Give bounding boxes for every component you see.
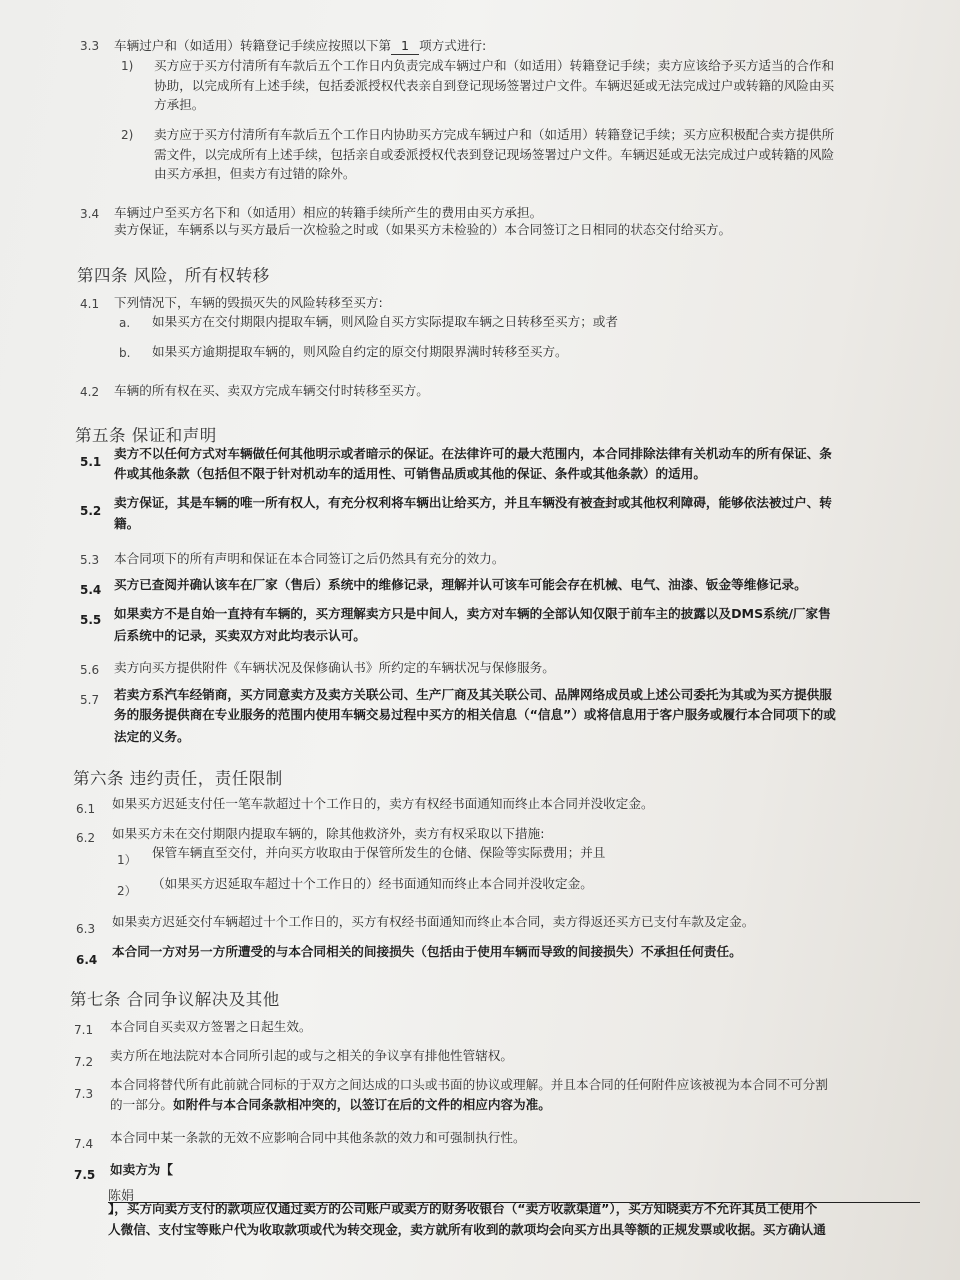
clause-number: 3.3 [80,39,100,53]
item-number: b. [119,346,131,360]
clause-number: 5.2 [80,504,102,518]
clause-text: 卖方所在地法院对本合同所引起的或与之相关的争议享有排他性管辖权。 [110,1048,513,1063]
clause-number: 4.2 [80,385,100,399]
article-6-title: 第六条 违约责任，责任限制 [73,769,283,788]
clause-text: 法定的义务。 [114,729,190,744]
clause-text: 本合同一方对另一方所遭受的与本合同相关的间接损失（包括由于使用车辆而导致的间接损失）不承担任何责任。 [112,944,742,959]
clause-text: 需文件，以完成所有上述手续，包括亲自或委派授权代表到登记现场签署过户文件。车辆迟延或无法完成过户或转籍的风险 [154,147,835,162]
clause-text: 本合同将替代所有此前就合同标的于双方之间达成的口头或书面的协议或理解。并且本合同的任何附件应该被视为本合同不可分割 [110,1077,828,1092]
clause-text: 车辆的所有权在买、卖双方完成车辆交付时转移至买方。 [114,383,429,398]
clause-text: 卖方保证，车辆系以与买方最后一次检验之时或（如果买方未检验的）本合同签订之日相同的状态交付给买方。 [114,222,732,237]
clause-text: 卖方向买方提供附件《车辆状况及保修确认书》所约定的车辆状况与保修服务。 [114,660,555,675]
clause-text: 件或其他条款（包括但不限于针对机动车的适用性、可销售品质或其他的保证、条件或其他条款）的适用。 [114,466,706,481]
clause-text: 方承担。 [154,97,205,112]
clause-text: 后系统中的记录，买卖双方对此均表示认可。 [114,628,366,643]
clause-text: 如果买方逾期提取车辆的，则风险自约定的原交付期限界满时转移至买方。 [152,344,568,359]
article-5-title: 第五条 保证和声明 [75,426,217,445]
clause-number: 5.1 [80,455,102,469]
clause-text: 下列情况下，车辆的毁损灭失的风险转移至买方: [114,295,383,310]
clause-number: 7.5 [74,1168,96,1182]
clause-text: 如果买方迟延支付任一笔车款超过十个工作日的，卖方有权经书面通知而终止本合同并没收定金。 [112,796,654,811]
clause-text: 本合同自买卖双方签署之日起生效。 [110,1019,312,1034]
clause-text: 】，买方向卖方支付的款项应仅通过卖方的公司账户或卖方的财务收银台（“卖方收款渠道”），买方知晓卖方不允许其员工使用个 [108,1201,818,1216]
clause-number: 3.4 [80,207,100,221]
item-number: 2) [121,128,134,142]
clause-text: （如果买方迟延取车超过十个工作日的）经书面通知而终止本合同并没收定金。 [152,876,593,891]
item-number: 1) [121,59,134,73]
clause-text: 卖方不以任何方式对车辆做任何其他明示或者暗示的保证。在法律许可的最大范围内，本合同排除法律有关机动车的所有保证、条 [114,446,832,461]
clause-text: 若卖方系汽车经销商，买方同意卖方及卖方关联公司、生产厂商及其关联公司、品牌网络成员或上述公司委托为其或为买方提供服 [114,687,832,702]
clause-number: 7.2 [74,1055,94,1069]
method-blank: 1 [391,38,419,55]
clause-number: 6.4 [76,953,98,967]
clause-number: 7.1 [74,1023,94,1037]
clause-text: 买方已查阅并确认该车在厂家（售后）系统中的维修记录，理解并认可该车可能会存在机械、电气、油漆、钣金等维修记录。 [114,577,807,592]
clause-number: 6.2 [76,831,96,845]
clause-text: 车辆过户至买方名下和（如适用）相应的转籍手续所产生的费用由买方承担。 [114,205,543,220]
item-number: a. [119,316,131,330]
item-number: 2） [117,884,137,898]
item-number: 1） [117,853,137,867]
clause-text: 本合同中某一条款的无效不应影响合同中其他条款的效力和可强制执行性。 [110,1130,526,1145]
clause-number: 7.3 [74,1087,94,1101]
clause-number: 6.3 [76,922,96,936]
clause-text: 保管车辆直至交付，并向买方收取由于保管所发生的仓储、保险等实际费用；并且 [152,845,606,860]
article-4-title: 第四条 风险，所有权转移 [77,266,270,285]
clause-text: 如卖方为【 [110,1162,173,1177]
clause-text: 如果卖方不是自始一直持有车辆的，买方理解卖方只是中间人，卖方对车辆的全部认知仅限于前车主的披露以及DMS系统/厂家售 [114,606,831,621]
clause-text: 买方应于买方付清所有车款后五个工作日内负责完成车辆过户和（如适用）转籍登记手续；卖方应该给予买方适当的合作和 [154,58,835,73]
clause-text: 本合同项下的所有声明和保证在本合同签订之后仍然具有充分的效力。 [114,551,505,566]
clause-text: 务的服务提供商在专业服务的范围内使用车辆交易过程中买方的相关信息（“信息”）或将信息用于客户服务或履行本合同项下的或 [114,707,836,722]
clause-3-3-heading: 车辆过户和（如适用）转籍登记手续应按照以下第 1 项方式进行: [114,38,487,53]
clause-text: 如果卖方迟延交付车辆超过十个工作日的，买方有权经书面通知而终止本合同，卖方得返还买方已支付车款及定金。 [112,914,755,929]
clause-text: 卖方应于买方付清所有车款后五个工作日内协助买方完成车辆过户和（如适用）转籍登记手续；买方应积极配合卖方提供所 [154,127,835,142]
article-7-title: 第七条 合同争议解决及其他 [70,990,280,1009]
clause-number: 5.3 [80,553,100,567]
clause-number: 6.1 [76,802,96,816]
clause-text: 人微信、支付宝等账户代为收取款项或代为转交现金，卖方就所有收到的款项均会向买方出具等额的正规发票或收据。买方确认通 [108,1222,826,1237]
clause-number: 7.4 [74,1137,94,1151]
clause-text: 如果买方在交付期限内提取车辆，则风险自买方实际提取车辆之日转移至买方；或者 [152,314,618,329]
clause-text: 的一部分。如附件与本合同条款相冲突的，以签订在后的文件的相应内容为准。 [110,1097,551,1112]
clause-text: 由买方承担，但卖方有过错的除外。 [154,166,356,181]
clause-text: 如果买方未在交付期限内提取车辆的，除其他救济外，卖方有权采取以下措施: [112,826,545,841]
clause-number: 5.4 [80,583,102,597]
clause-number: 5.5 [80,613,102,627]
clause-text: 卖方保证，其是车辆的唯一所有权人，有充分权利将车辆出让给买方，并且车辆没有被查封或其他权利障碍，能够依法被过户、转 [114,495,832,510]
clause-number: 5.7 [80,693,100,707]
clause-text: 协助，以完成所有上述手续，包括委派授权代表亲自到登记现场签署过户文件。车辆迟延或无法完成过户或转籍的风险由买 [154,78,835,93]
clause-number: 5.6 [80,663,100,677]
clause-text: 籍。 [114,516,140,531]
seller-name: 陈娟 [108,1189,135,1204]
clause-number: 4.1 [80,297,100,311]
